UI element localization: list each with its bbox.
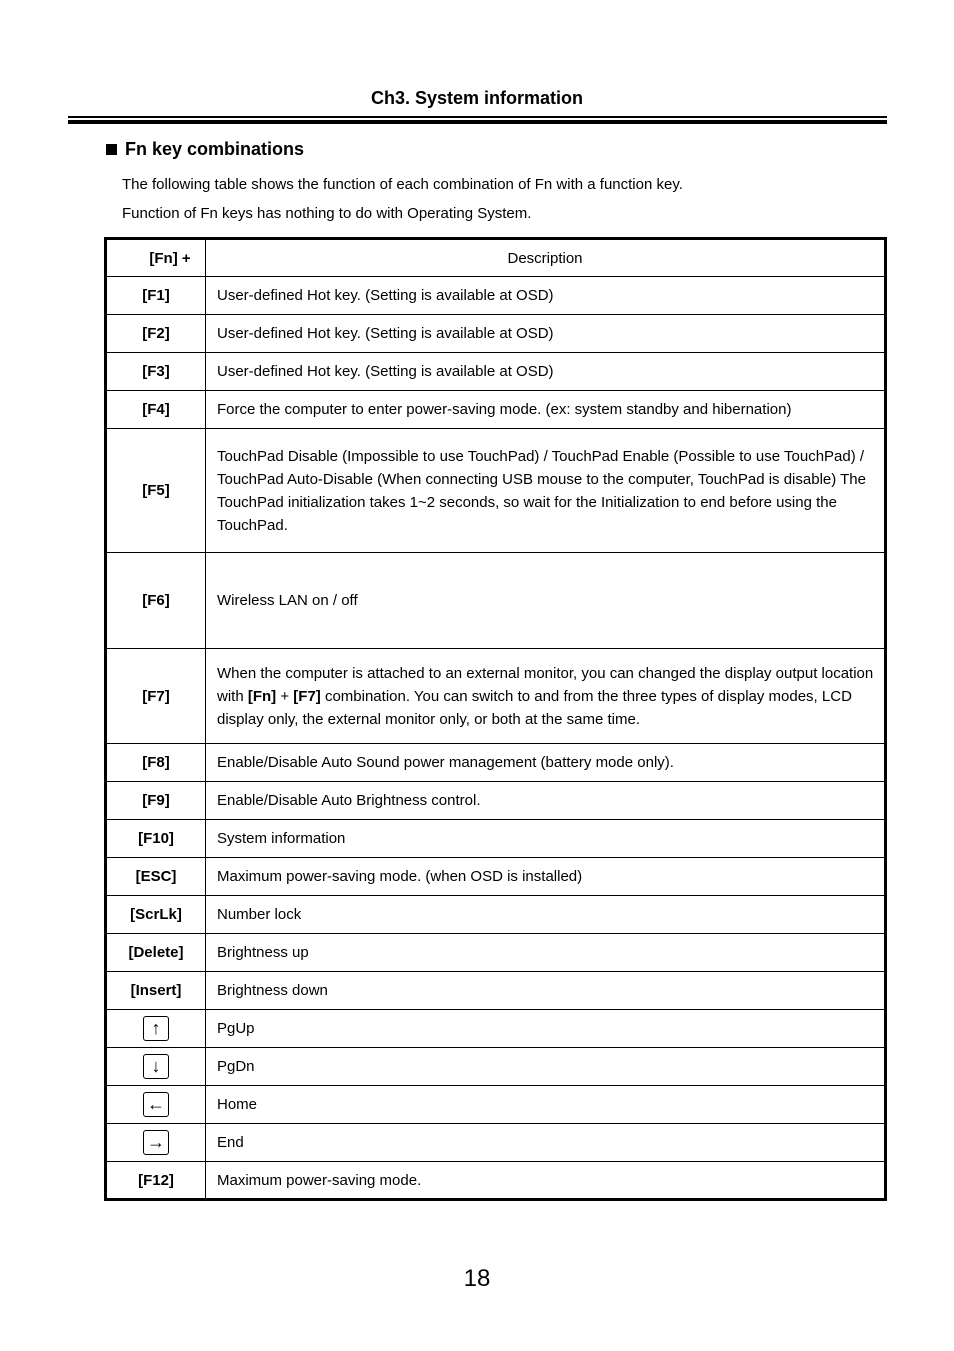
arrow-up-icon: ↑ xyxy=(143,1016,169,1041)
key-cell: [F8] xyxy=(106,744,206,782)
table-row xyxy=(106,649,886,744)
table-row xyxy=(106,1010,886,1048)
description-cell: Enable/Disable Auto Sound power management (battery mode only). xyxy=(206,744,886,782)
description-cell: Number lock xyxy=(206,896,886,934)
column-header-description: Description xyxy=(206,239,886,277)
header-rule xyxy=(68,116,887,124)
key-cell: [F12] xyxy=(106,1162,206,1200)
description-cell: Maximum power-saving mode. (when OSD is installed) xyxy=(206,858,886,896)
key-cell: [ESC] xyxy=(106,858,206,896)
table-row xyxy=(106,744,886,782)
description-cell: TouchPad Disable (Impossible to use TouchPad) / TouchPad Enable (Possible to use TouchPad) / TouchPad Auto-Disable (When connecting USB mouse to the computer, TouchPad is disable) The TouchPad initialization takes 1~2 seconds, so wait for the Initialization to end before using the TouchPad. xyxy=(206,429,886,553)
table-row xyxy=(106,896,886,934)
table-row xyxy=(106,277,886,315)
key-cell: [F4] xyxy=(106,391,206,429)
chapter-header: Ch3. System information xyxy=(370,88,584,108)
table-header-row xyxy=(106,239,886,277)
key-cell xyxy=(106,1086,206,1124)
table-row xyxy=(106,353,886,391)
table-row xyxy=(106,858,886,896)
key-cell xyxy=(106,1048,206,1086)
description-cell: Brightness up xyxy=(206,934,886,972)
section-title: Fn key combinations xyxy=(125,139,305,159)
description-text: When the computer is attached to an external monitor, you can changed the display output location with xyxy=(217,664,874,705)
description-cell: Force the computer to enter power-saving mode. (ex: system standby and hibernation) xyxy=(206,391,886,429)
description-cell: PgUp xyxy=(206,1010,886,1048)
key-cell: [Insert] xyxy=(106,972,206,1010)
table-row xyxy=(106,972,886,1010)
key-cell: [F2] xyxy=(106,315,206,353)
arrow-down-icon: ↓ xyxy=(143,1054,169,1079)
key-cell xyxy=(106,1124,206,1162)
intro-line-2: Function of Fn keys has nothing to do with Operating System. xyxy=(122,205,532,222)
description-cell: Home xyxy=(206,1086,886,1124)
table-row xyxy=(106,1162,886,1200)
table-row xyxy=(106,391,886,429)
page-number: 18 xyxy=(463,1265,491,1292)
f7-key-ref: [F7] xyxy=(293,687,321,705)
table-row xyxy=(106,820,886,858)
description-cell: Brightness down xyxy=(206,972,886,1010)
description-cell: System information xyxy=(206,820,886,858)
description-cell: User-defined Hot key. (Setting is available at OSD) xyxy=(206,353,886,391)
table-row xyxy=(106,429,886,553)
key-cell: [F5] xyxy=(106,429,206,553)
key-cell: [Delete] xyxy=(106,934,206,972)
description-cell: Wireless LAN on / off xyxy=(206,553,886,649)
fn-key-ref: [Fn] xyxy=(247,687,277,705)
table-row xyxy=(106,1086,886,1124)
arrow-right-icon: → xyxy=(143,1130,169,1155)
key-cell: [F3] xyxy=(106,353,206,391)
table-row xyxy=(106,1048,886,1086)
description-cell xyxy=(206,649,886,744)
key-cell: [F1] xyxy=(106,277,206,315)
table-row xyxy=(106,1124,886,1162)
plus-sign: + xyxy=(276,687,294,705)
description-cell: Enable/Disable Auto Brightness control. xyxy=(206,782,886,820)
description-cell: User-defined Hot key. (Setting is available at OSD) xyxy=(206,315,886,353)
table-row xyxy=(106,782,886,820)
key-cell: [ScrLk] xyxy=(106,896,206,934)
section-heading xyxy=(106,139,304,160)
description-cell: Maximum power-saving mode. xyxy=(206,1162,886,1200)
key-cell: [F10] xyxy=(106,820,206,858)
key-cell: [F9] xyxy=(106,782,206,820)
table-row xyxy=(106,315,886,353)
column-header-key: [Fn] + xyxy=(106,239,206,277)
table-row xyxy=(106,934,886,972)
description-cell: User-defined Hot key. (Setting is available at OSD) xyxy=(206,277,886,315)
square-bullet-icon xyxy=(106,144,117,155)
key-cell: [F7] xyxy=(106,649,206,744)
key-cell xyxy=(106,1010,206,1048)
description-cell: PgDn xyxy=(206,1048,886,1086)
intro-line-1: The following table shows the function of each combination of Fn with a function key. xyxy=(122,176,683,193)
arrow-left-icon: ← xyxy=(143,1092,169,1117)
key-cell: [F6] xyxy=(106,553,206,649)
description-cell: End xyxy=(206,1124,886,1162)
fn-key-table xyxy=(104,237,887,1201)
table-row xyxy=(106,553,886,649)
description-text: combination. You can switch to and from the three types of display modes, LCD display only, the external monitor only, or both at the same time. xyxy=(217,687,852,728)
